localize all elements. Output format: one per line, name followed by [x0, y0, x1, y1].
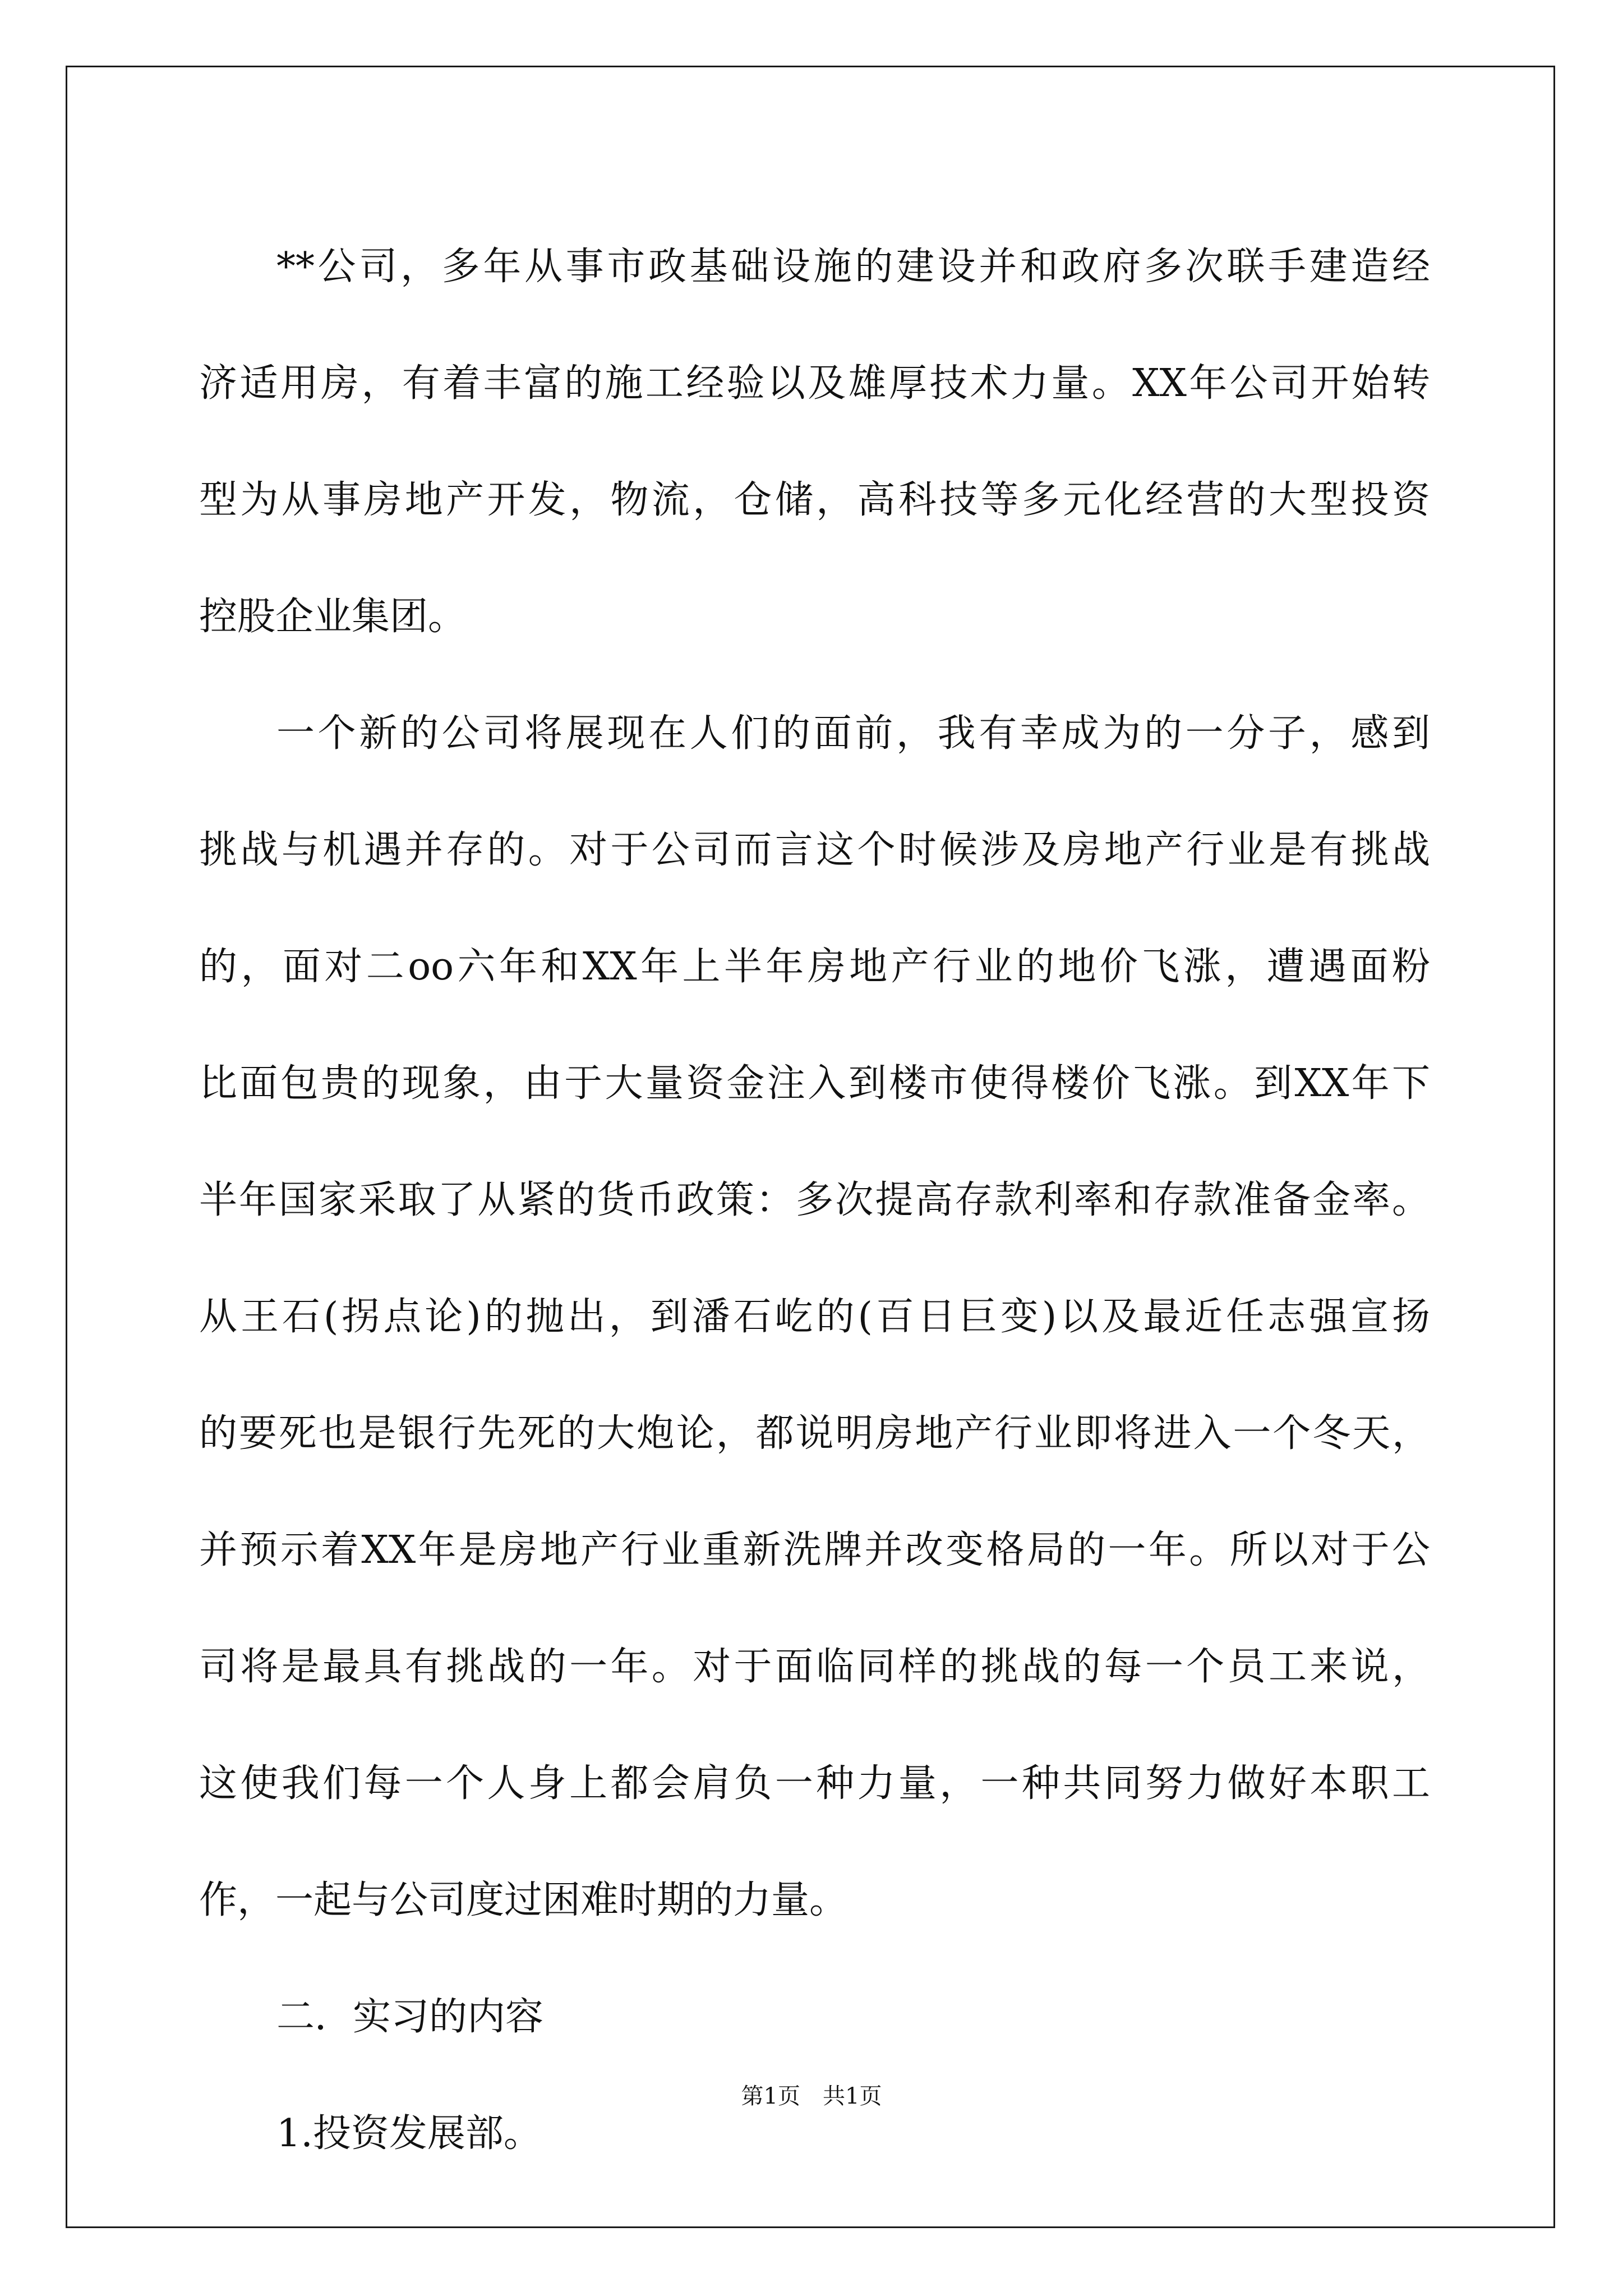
- paragraph-line: 型为从事房地产开发，物流，仓储，高科技等多元化经营的大型投资: [199, 478, 1430, 522]
- paragraph-line: 作，一起与公司度过困难时期的力量。: [199, 1878, 848, 1922]
- paragraph-line: 济适用房，有着丰富的施工经验以及雄厚技术力量。XX年公司开始转: [199, 361, 1430, 406]
- section-heading: 二．实习的内容: [276, 1995, 544, 2039]
- paragraph-line: 控股企业集团。: [199, 595, 467, 639]
- paragraph-line: **公司，多年从事市政基础设施的建设并和政府多次联手建造经: [276, 245, 1430, 289]
- paragraph-line: 从王石(拐点论)的抛出，到潘石屹的(百日巨变)以及最近任志强宣扬: [199, 1295, 1430, 1339]
- paragraph-line: 半年国家采取了从紧的货币政策：多次提高存款利率和存款准备金率。: [199, 1178, 1430, 1222]
- paragraph-line: 一个新的公司将展现在人们的面前，我有幸成为的一分子，感到: [276, 711, 1430, 756]
- paragraph-line: 这使我们每一个人身上都会肩负一种力量，一种共同努力做好本职工: [199, 1761, 1430, 1806]
- subsection-heading: 1.投资发展部。: [276, 2111, 542, 2156]
- document-body: [199, 209, 1430, 2192]
- paragraph-line: 比面包贵的现象，由于大量资金注入到楼市使得楼价飞涨。到XX年下: [199, 1061, 1430, 1106]
- paragraph-line: 挑战与机遇并存的。对于公司而言这个时候涉及房地产行业是有挑战: [199, 828, 1430, 872]
- paragraph-line: 的，面对二oo六年和XX年上半年房地产行业的地价飞涨，遭遇面粉: [199, 945, 1430, 989]
- paragraph-line: 司将是最具有挑战的一年。对于面临同样的挑战的每一个员工来说，: [199, 1645, 1430, 1689]
- paragraph-line: 并预示着XX年是房地产行业重新洗牌并改变格局的一年。所以对于公: [199, 1528, 1430, 1572]
- page-footer: 第1页 共1页: [741, 2083, 882, 2109]
- paragraph-line: 的要死也是银行先死的大炮论，都说明房地产行业即将进入一个冬天，: [199, 1411, 1430, 1456]
